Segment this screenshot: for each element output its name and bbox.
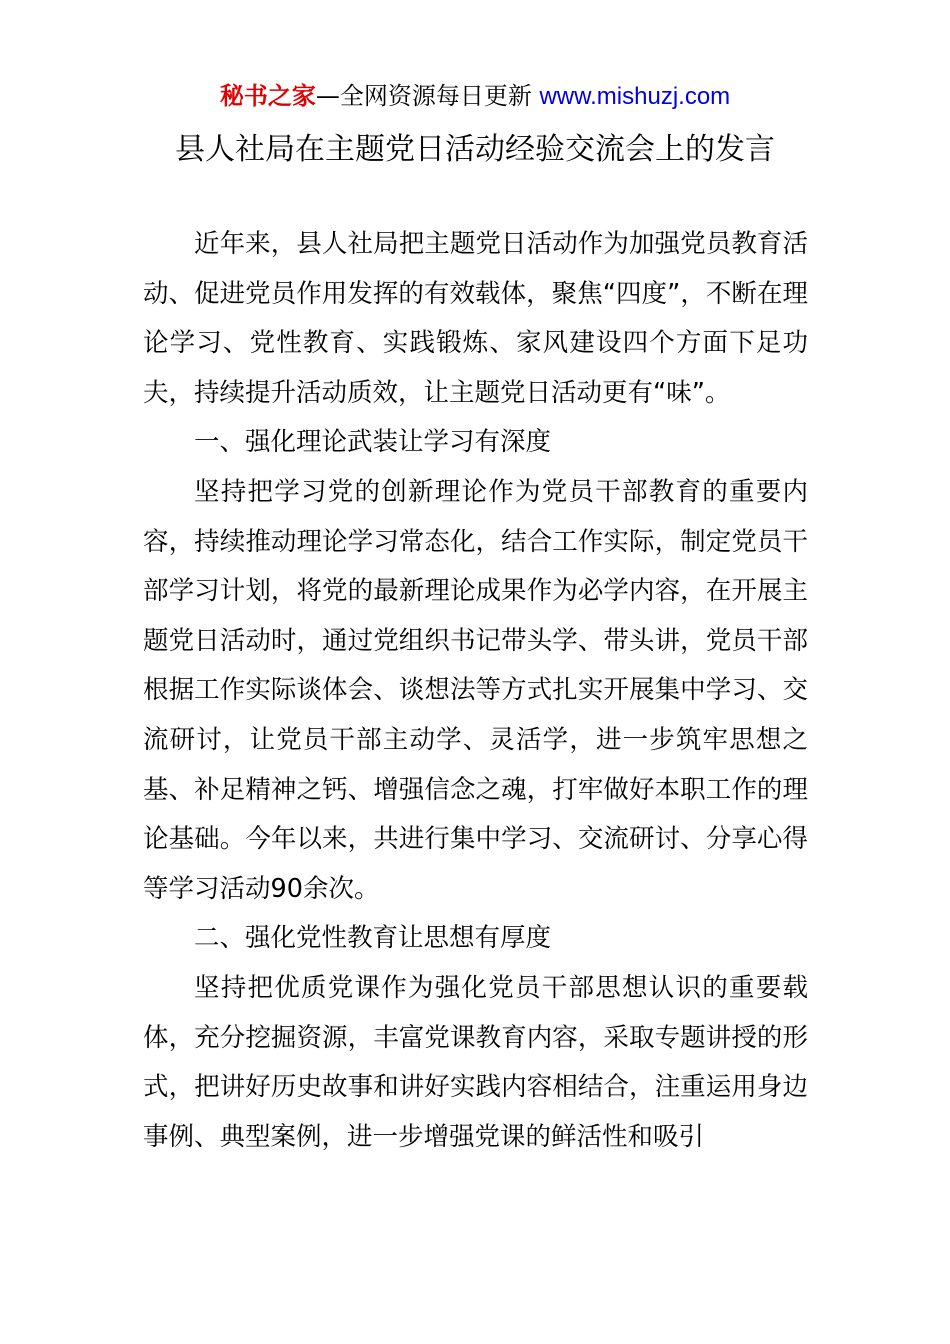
- document-body: [143, 220, 808, 1162]
- site-header: [0, 80, 950, 113]
- site-url-link[interactable]: www.mishuzj.com: [539, 83, 731, 110]
- site-tagline: —全网资源每日更新: [315, 82, 540, 110]
- document-title: 县人社局在主题党日活动经验交流会上的发言: [175, 132, 775, 167]
- section-heading-2: 二、强化党性教育让思想有厚度: [194, 923, 552, 954]
- section-heading-1: 一、强化理论武装让学习有深度: [194, 427, 552, 458]
- intro-paragraph: 近年来，县人社局把主题党日活动作为加强党员教育活动、促进党员作用发挥的有效载体，聚焦“四度”，不断在理论学习、党性教育、实践锻炼、家风建设四个方面下足功夫，持续提升活动质效，让主题党日活动更有“味”。: [143, 229, 808, 408]
- brand-name: 秘书之家: [219, 82, 316, 110]
- section-2-paragraph: 坚持把优质党课作为强化党员干部思想认识的重要载体，充分挖掘资源，丰富党课教育内容，采取专题讲授的形式，把讲好历史故事和讲好实践内容相结合，注重运用身边事例、典型案例，进一步增强党课的鲜活性和吸引: [143, 972, 808, 1152]
- section-1-paragraph: 坚持把学习党的创新理论作为党员干部教育的重要内容，持续推动理论学习常态化，结合工作实际，制定党员干部学习计划，将党的最新理论成果作为必学内容，在开展主题党日活动时，通过党组织书记带头学、带头讲，党员干部根据工作实际谈体会、谈想法等方式扎实开展集中学习、交流研讨，让党员干部主动学、灵活学，进一步筑牢思想之基、补足精神之钙、增强信念之魂，打牢做好本职工作的理论基础。今年以来，共进行集中学习、交流研讨、分享心得等学习活动90余次。: [143, 476, 808, 904]
